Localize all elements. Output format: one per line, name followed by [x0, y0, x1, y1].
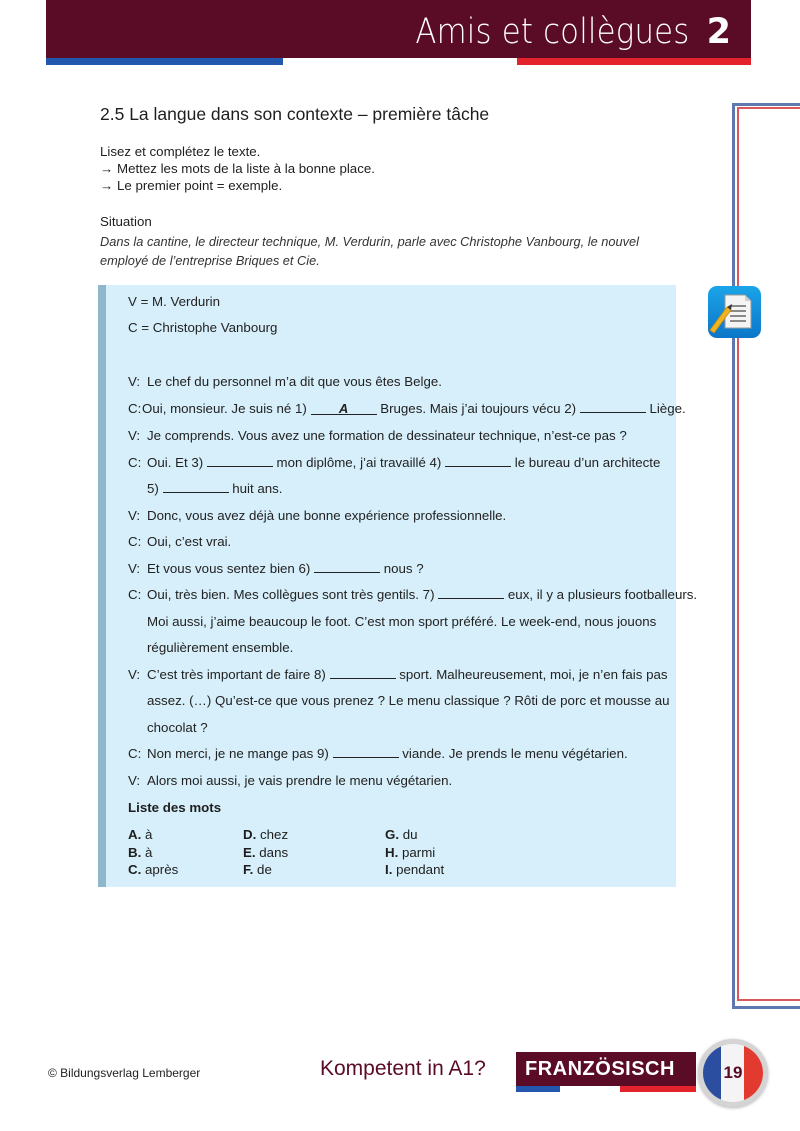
dialogue-line — [128, 693, 670, 708]
word-letter: B. — [128, 845, 142, 860]
speaker-label: V: — [128, 428, 141, 443]
dialogue-text: huit ans. — [228, 481, 283, 496]
dialogue-text: Oui, monsieur. Je suis né 1) — [142, 401, 311, 416]
instruction-line: → Le premier point = exemple. — [100, 178, 283, 193]
dialogue-text: Oui, très bien. Mes collègues sont très gentils. 7) — [147, 587, 439, 602]
copyright-notice: © Bildungsverlag Lemberger — [48, 1066, 201, 1080]
dialogue-text: sport. Malheureusement, moi, je n’en fais pas — [395, 667, 668, 682]
word-item — [243, 845, 288, 860]
speaker-label: C: — [128, 455, 142, 470]
word-letter: F. — [243, 862, 254, 877]
blank-8[interactable] — [330, 667, 396, 679]
word-letter: E. — [243, 845, 256, 860]
dialogue-line — [128, 720, 208, 735]
blank-5[interactable] — [163, 481, 229, 493]
word-letter: G. — [385, 827, 400, 842]
word-item — [385, 827, 418, 842]
dialogue-line — [128, 428, 627, 443]
footer-stripe-red — [620, 1086, 696, 1092]
word-text: après — [145, 862, 179, 877]
blank-1[interactable]: A — [311, 403, 377, 415]
word-letter: D. — [243, 827, 257, 842]
word-text: à — [145, 827, 153, 842]
dialogue-line — [128, 614, 656, 629]
word-letter: H. — [385, 845, 399, 860]
speaker-label: V: — [128, 561, 141, 576]
box-accent-bar — [98, 285, 106, 887]
word-item — [128, 827, 152, 842]
situation-label: Situation — [100, 214, 152, 229]
speaker-label: C: — [128, 534, 142, 549]
instruction-line: Lisez et complétez le texte. — [100, 144, 261, 159]
dialogue-line — [128, 587, 697, 602]
word-text: du — [402, 827, 418, 842]
blank-6[interactable] — [314, 561, 380, 573]
speaker-label: C: — [128, 401, 142, 416]
legend-vanbourg: C = Christophe Vanbourg — [128, 320, 278, 335]
dialogue-text: Donc, vous avez déjà une bonne expérience professionnelle. — [147, 508, 507, 523]
dialogue-line — [128, 455, 660, 470]
legend-verdurin: V = M. Verdurin — [128, 294, 221, 309]
dialogue-text: viande. Je prends le menu végétarien. — [398, 746, 628, 761]
header-stripe-blue — [46, 58, 283, 65]
blank-9[interactable] — [333, 746, 399, 758]
instruction-line: → Mettez les mots de la liste à la bonne place. — [100, 161, 375, 176]
dialogue-line — [128, 401, 686, 416]
footer-tagline: Kompetent in A1? — [320, 1057, 486, 1080]
dialogue-text: assez. (…) Qu’est-ce que vous prenez ? Le menu classique ? Rôti de porc et mousse au — [147, 693, 670, 708]
blank-2[interactable] — [580, 401, 646, 413]
dialogue-text: Oui. Et 3) — [147, 455, 207, 470]
dialogue-line — [128, 534, 231, 549]
situation-text: Dans la cantine, le directeur technique, M. Verdurin, parle avec Christophe Vanbourg, le nouvel employé de l’entreprise Briques et Cie. — [100, 234, 639, 268]
word-item — [385, 862, 444, 877]
footer-stripe-blue — [516, 1086, 560, 1092]
dialogue-text: chocolat ? — [147, 720, 208, 735]
chapter-header — [46, 0, 751, 58]
word-text: chez — [260, 827, 289, 842]
speaker-label: V: — [128, 374, 141, 389]
dialogue-text: Oui, c’est vrai. — [147, 534, 232, 549]
dialogue-text: C’est très important de faire 8) — [147, 667, 330, 682]
speaker-label: C: — [128, 746, 142, 761]
blank-7[interactable] — [438, 587, 504, 599]
word-text: à — [145, 845, 153, 860]
dialogue-text: Moi aussi, j’aime beaucoup le foot. C’est mon sport préféré. Le week-end, nous jouons — [147, 614, 657, 629]
word-text: de — [257, 862, 272, 877]
header-stripe-red — [517, 58, 751, 65]
dialogue-text: le bureau d’un architecte — [511, 455, 661, 470]
dialogue-text: 5) — [147, 481, 163, 496]
dialogue-text: Je comprends. Vous avez une formation de dessinateur technique, n’est-ce pas ? — [147, 428, 627, 443]
decorative-frame-red — [737, 107, 800, 1001]
word-list-title: Liste des mots — [128, 800, 222, 815]
speaker-label: V: — [128, 667, 141, 682]
chapter-title: Amis et collègues — [414, 12, 689, 52]
dialogue-text: Alors moi aussi, je vais prendre le menu végétarien. — [147, 773, 453, 788]
dialogue-text: Le chef du personnel m’a dit que vous êtes Belge. — [147, 374, 442, 389]
dialogue-line — [128, 667, 668, 682]
dialogue-text: Non merci, je ne mange pas 9) — [147, 746, 333, 761]
section-title: 2.5 La langue dans son contexte – première tâche — [100, 104, 490, 124]
dialogue-line — [128, 374, 442, 389]
blank-4[interactable] — [445, 455, 511, 467]
word-letter: I. — [385, 862, 393, 877]
notepad-pencil-icon — [708, 286, 761, 338]
dialogue-text: régulièrement ensemble. — [147, 640, 294, 655]
dialogue-text: Et vous vous sentez bien 6) — [147, 561, 315, 576]
blank-3[interactable] — [207, 455, 273, 467]
word-item — [243, 862, 272, 877]
word-item — [128, 845, 152, 860]
speaker-label: V: — [128, 508, 141, 523]
subject-badge: FRANZÖSISCH — [516, 1052, 696, 1086]
dialogue-line — [128, 773, 452, 788]
word-text: dans — [259, 845, 289, 860]
word-text: parmi — [402, 845, 436, 860]
dialogue-line — [128, 746, 628, 761]
dialogue-line — [128, 561, 424, 576]
dialogue-text: nous ? — [380, 561, 424, 576]
word-item — [385, 845, 435, 860]
dialogue-text: mon diplôme, j’ai travaillé 4) — [272, 455, 446, 470]
chapter-number: 2 — [706, 12, 731, 52]
word-letter: C. — [128, 862, 142, 877]
page-number-medal — [698, 1039, 768, 1107]
dialogue-line — [128, 640, 293, 655]
speaker-label: V: — [128, 773, 141, 788]
word-item — [243, 827, 288, 842]
page-number: 19 — [723, 1063, 743, 1082]
word-letter: A. — [128, 827, 142, 842]
dialogue-line — [128, 508, 506, 523]
word-item — [128, 862, 178, 877]
dialogue-text: Bruges. Mais j’ai toujours vécu 2) — [376, 401, 580, 416]
speaker-label: C: — [128, 587, 142, 602]
dialogue-text: Liège. — [645, 401, 686, 416]
dialogue-text: eux, il y a plusieurs footballeurs. — [504, 587, 698, 602]
word-text: pendant — [396, 862, 445, 877]
dialogue-line — [128, 481, 283, 496]
